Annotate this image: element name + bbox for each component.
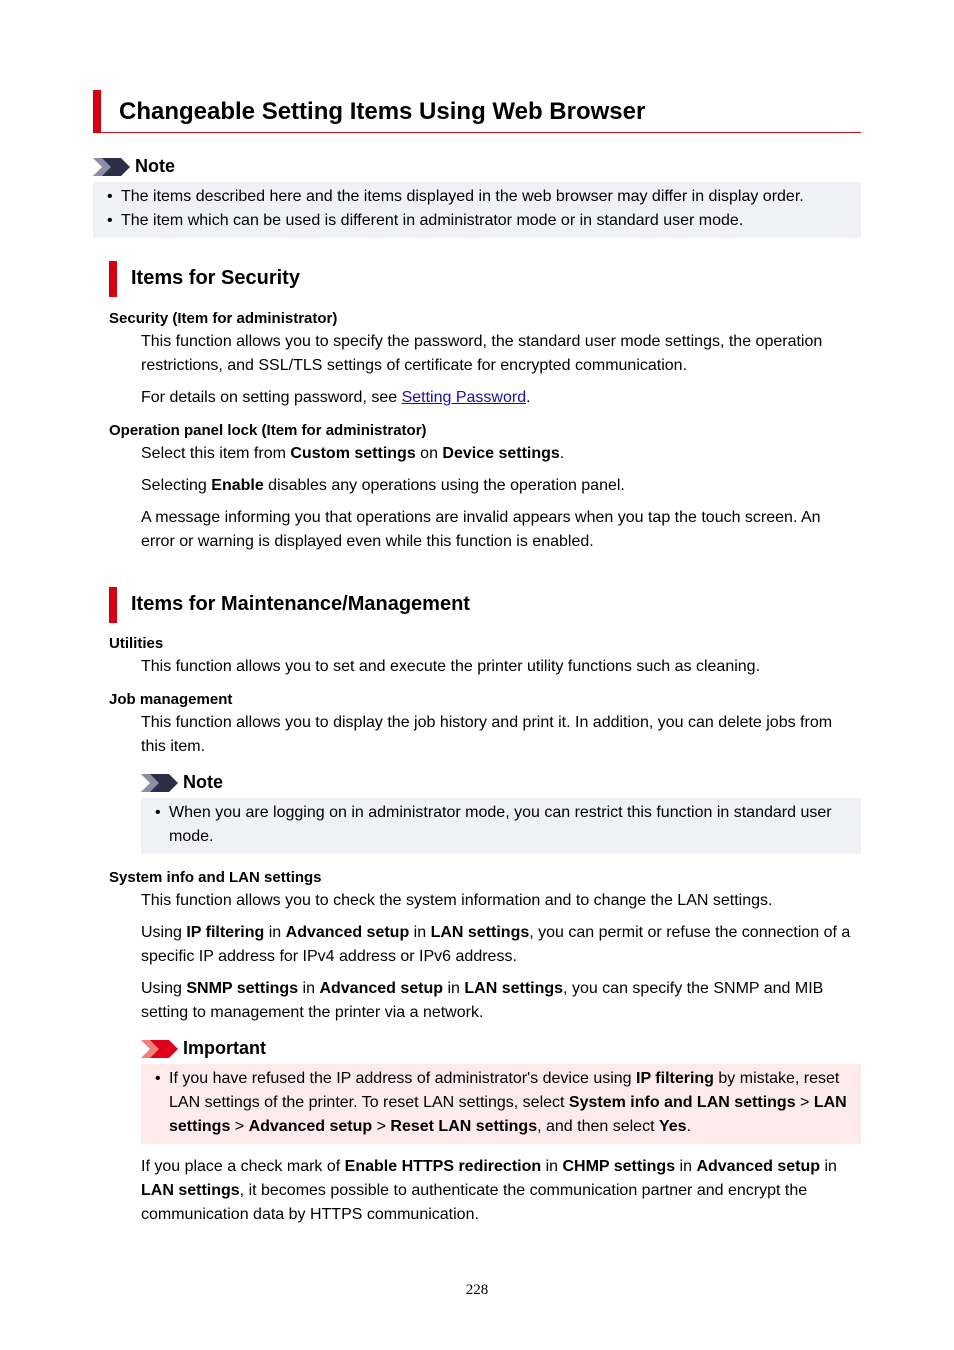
paragraph: This function allows you to set and execute the printer utility functions such as cleaning. [141, 658, 761, 675]
note-label: Note [135, 156, 175, 176]
note-chevrons-icon [93, 158, 131, 176]
paragraph: For details on setting password, see Setting Password. [141, 389, 531, 406]
page-title-block [93, 90, 861, 133]
paragraph: This function allows you to display the job history and print it. In addition, you can delete jobs from this item. [141, 714, 833, 755]
paragraph: Select this item from Custom settings on Device settings. [141, 445, 565, 462]
manual-page: Changeable Setting Items Using Web Browser Note • The items described here and the items displayed in the web browser may differ in display order. • The item which can be used is different in administrator mode or in standard user mode. Items for Security Security (Item for administrator) This function allows you to specify the password, the standard user mode settings, the operation restrictions, and SSL/TLS settings of certificate for encrypted communication. For details on setting password, see Setting Password. Operation panel lock (Item for administrator) Select this item from Custom settings on Device settings. Selecting Enable disables any operations using the operation panel. A message informing you that operations are invalid appears when you tap the touch screen. An error or warning is displayed even while this function is enabled. Items for Maintenance/Management Utilities This function allows you to set and execute the printer utility functions such as cleaning. Job management This function allows you to display the job history and print it. In addition, you can delete jobs from this item. Note • When you are logging on in administrator mode, you can restrict this function in standard user mode. System info and LAN settings This function allows you to check the system information and to change the LAN settings. Using IP filtering in Advanced setup in LAN settings, you can permit or refuse the connection of a specific IP address for IPv4 address or IPv6 address. Using SNMP settings in Advanced setup in LAN settings, you can specify the SNMP and MIB setting to management the printer via a network. Important • If you have refused the IP address of administrator's device using IP filtering by mistake, reset LAN settings of the printer. To reset LAN settings, select System info and LAN settings > LAN settings > Advanced setup > Reset LAN settings, and then select Yes. If you place a check mark of Enable HTTPS redirection in CHMP settings in Advanced setup in LAN settings, it becomes possible to authenticate the communication partner and encrypt the communication data by HTTPS communication. 228 [0, 0, 954, 1350]
page-title: Changeable Setting Items Using Web Browser [119, 98, 646, 125]
note-box: • The items described here and the items displayed in the web browser may differ in display order. • The item which can be used is different in administrator mode or in standard user mode. [93, 182, 861, 238]
page-number: 228 [465, 1282, 489, 1298]
title-accent-bar [93, 90, 101, 133]
important-label: Important [183, 1038, 266, 1058]
paragraph: Selecting Enable disables any operations using the operation panel. [141, 477, 625, 494]
paragraph: If you place a check mark of Enable HTTPS redirection in CHMP settings in Advanced setup in LAN settings, it becomes possible to authenticate the communication partner and encrypt the communication data by HTTPS communication. [141, 1158, 837, 1223]
paragraph: This function allows you to specify the password, the standard user mode settings, the operation restrictions, and SSL/TLS settings of certificate for encrypted communication. [141, 333, 823, 374]
section-accent-bar [109, 587, 117, 623]
note-chevrons-icon [141, 774, 179, 792]
term-job-management: Job management [109, 691, 233, 708]
paragraph: A message informing you that operations are invalid appears when you tap the touch screen. An error or warning is displayed even while this function is enabled. [141, 509, 821, 550]
setting-password-link[interactable]: Setting Password [401, 389, 527, 406]
paragraph: Using SNMP settings in Advanced setup in LAN settings, you can specify the SNMP and MIB setting to management the printer via a network. [141, 980, 824, 1021]
term-system-info: System info and LAN settings [109, 869, 322, 886]
section-accent-bar [109, 261, 117, 297]
paragraph: Using IP filtering in Advanced setup in LAN settings, you can permit or refuse the connection of a specific IP address for IPv4 address or IPv6 address. [141, 924, 851, 965]
important-chevrons-icon [141, 1040, 179, 1058]
term-security: Security (Item for administrator) [109, 310, 338, 327]
paragraph: This function allows you to check the system information and to change the LAN settings. [141, 892, 773, 909]
term-operation-panel-lock: Operation panel lock (Item for administrator) [109, 422, 427, 439]
important-box: • If you have refused the IP address of administrator's device using IP filtering by mistake, reset LAN settings of the printer. To reset LAN settings, select System info and LAN settings > LAN settings > Advanced setup > Reset LAN settings, and then select Yes. [141, 1064, 861, 1144]
note-box: • When you are logging on in administrator mode, you can restrict this function in standard user mode. [141, 798, 861, 854]
term-utilities: Utilities [109, 635, 164, 652]
note-label: Note [183, 772, 223, 792]
